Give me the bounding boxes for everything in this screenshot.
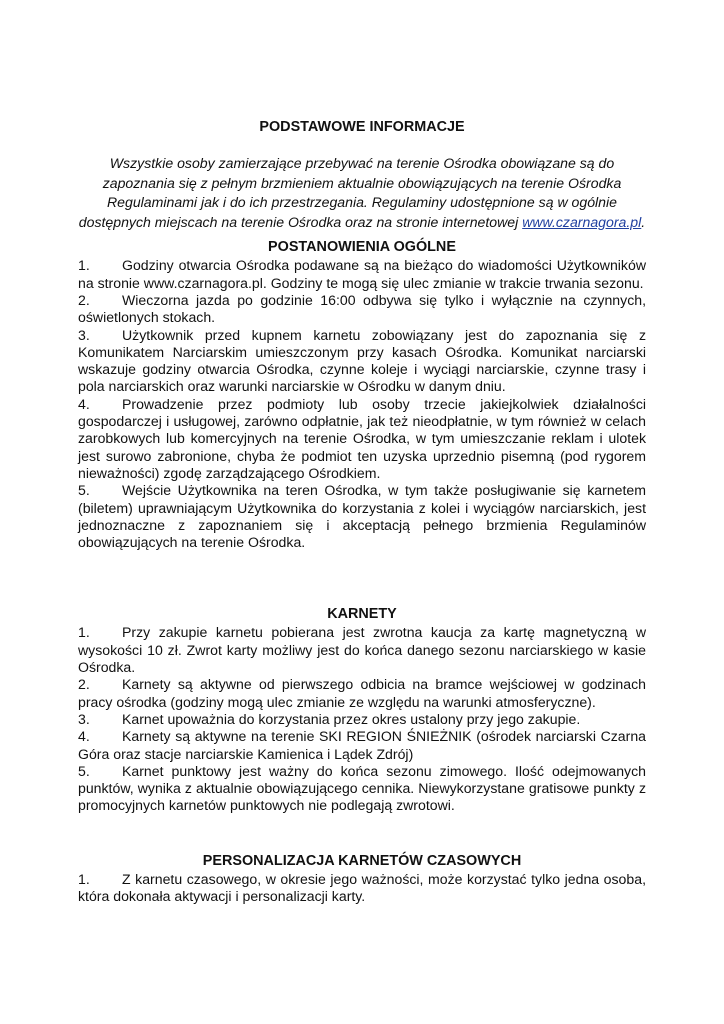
section-karnety [78, 605, 646, 814]
list-item [78, 711, 646, 728]
item-number: 2. [78, 291, 90, 308]
item-text: Przy zakupie karnetu pobierana jest zwrotna kaucja za kartę magnetyczną w wysokości 10 zł. Zwrot karty możliwy jest do końca danego sezonu narciarskiego w kasie Ośrodka. [78, 624, 646, 676]
item-text: Karnet upoważnia do korzystania przez okres ustalony przy jego zakupie. [122, 710, 581, 727]
item-number: 1. [78, 257, 90, 274]
item-number: 4. [78, 728, 90, 745]
document-title: PODSTAWOWE INFORMACJE [259, 119, 465, 135]
list-item [78, 871, 646, 906]
item-text: Karnety są aktywne na terenie SKI REGION ŚNIEŻNIK (ośrodek narciarski Czarna Góra oraz stacje narciarskie Kamienica i Lądek Zdrój) [78, 728, 646, 762]
intro-paragraph [78, 154, 646, 232]
item-text: Wejście Użytkownika na teren Ośrodka, w tym także posługiwanie się karnetem (biletem) uprawniającym Użytkownika do korzystania z kolei i wyciągów narciarskich, jest jednoznaczne z zapoznaniem się i akceptacją pełnego brzmienia Regulaminów obowiązujących na terenie Ośrodka. [78, 482, 646, 551]
item-text: Godziny otwarcia Ośrodka podawane są na bieżąco do wiadomości Użytkowników na stronie www.czarnagora.pl. Godziny te mogą się ulec zmianie w trakcie trwania sezonu. [78, 257, 646, 291]
item-text: Użytkownik przed kupnem karnetu zobowiązany jest do zapoznania się z Komunikatem Narciarskim umieszczonym przy kasach Ośrodka. Komunikat narciarski wskazuje godziny otwarcia Ośrodka, czynne koleje i wyciągi narciarskie, czynne trasy i pola narciarskich oraz warunki narciarskie w Ośrodku w danym dniu. [78, 326, 646, 395]
website-link[interactable]: www.czarnagora.pl [522, 213, 642, 230]
item-text: Z karnetu czasowego, w okresie jego ważności, może korzystać tylko jedna osoba, która dokonała aktywacji i personalizacji karty. [78, 870, 646, 904]
list-item [78, 396, 646, 482]
item-number: 5. [78, 482, 90, 499]
item-number: 4. [78, 395, 90, 412]
list-item [78, 327, 646, 396]
item-text: Karnety są aktywne od pierwszego odbicia na bramce wejściowej w godzinach pracy ośrodka (godziny mogą ulec zmianie ze względu na warunki atmosferyczne). [78, 676, 646, 710]
section-title: KARNETY [327, 606, 397, 623]
item-text: Wieczorna jazda po godzinie 16:00 odbywa się tylko i wyłącznie na czynnych, oświetlonych stokach. [78, 291, 646, 326]
intro-text: Wszystkie osoby zamierzające przebywać na terenie Ośrodka obowiązane są do zapoznania się z pełnym brzmieniem aktualnie obowiązujących na terenie Ośrodka Regulaminami jak i do ich przestrzegania. Regulaminy udostępnione są w ogólnie dostępnych miejscach na terenie Ośrodka oraz na stronie internetowej [78, 155, 622, 230]
section-personalizacja [78, 852, 646, 906]
list-item [78, 763, 646, 815]
list-item [78, 257, 646, 292]
list-item [78, 676, 646, 711]
item-number: 5. [78, 762, 90, 779]
list-item [78, 624, 646, 676]
section-title: PERSONALIZACJA KARNETÓW CZASOWYCH [202, 852, 522, 869]
item-text: Karnet punktowy jest ważny do końca sezonu zimowego. Ilość odejmowanych punktów, wynika z aktualnie obowiązującego cennika. Niewykorzystane gratisowe punkty z promocyjnych karnetów punktowych nie podlegają zwrotowi. [78, 762, 646, 814]
section-postanowienia [78, 238, 646, 551]
item-number: 3. [78, 326, 90, 343]
section-title: POSTANOWIENIA OGÓLNE [268, 239, 456, 256]
list-item [78, 292, 646, 327]
list-item [78, 728, 646, 763]
item-number: 1. [78, 624, 90, 641]
item-number: 2. [78, 676, 90, 693]
item-number: 3. [78, 710, 90, 727]
list-item [78, 482, 646, 551]
item-number: 1. [78, 870, 90, 887]
item-text: Prowadzenie przez podmioty lub osoby trzecie jakiejkolwiek działalności gospodarczej i usługowej, zarówno odpłatnie, jak też nieodpłatnie, w tym również w celach zarobkowych lub komercyjnych na terenie Ośrodka, w tym umieszczanie reklam i ulotek jest surowo zabronione, chyba że podmiot ten uzyska uprzednio pisemną (pod rygorem nieważności) zgodę zarządzającego Ośrodkiem. [78, 395, 646, 481]
intro-period: . [641, 213, 646, 230]
